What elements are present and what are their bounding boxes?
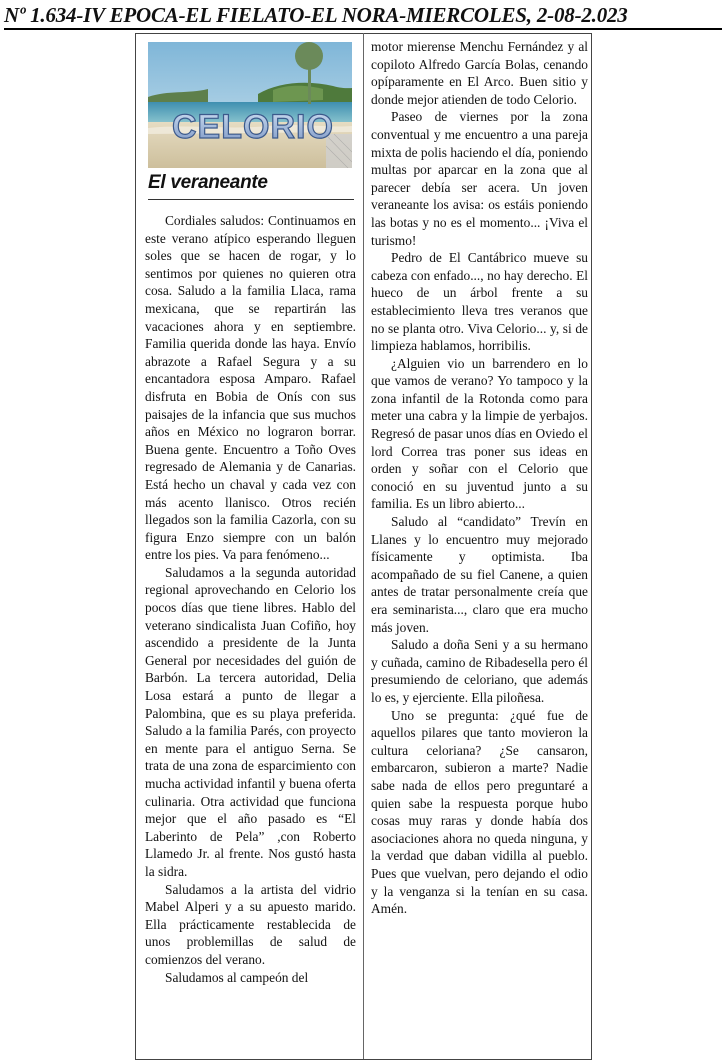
right-paragraph-1: Paseo de viernes por la zona conventual y me encuentro a una pareja mixta de polis haciendo el día, poniendo multas por aparcar en la zona que al parecer debía ser acera. Un joven veraneante los avisa: os estáis poniendo las botas y no es el momento... ¡Viva el turismo! xyxy=(371,109,588,248)
right-paragraph-4: Saludo al “candidato” Trevín en Llanes y lo encuentro muy mejorado físicamente y optimista. Iba acompañado de su fiel Canene, a quien antes de tratar personalmente creía que era seminarista..., claro que era mucho más joven. xyxy=(371,514,588,635)
page-header xyxy=(4,2,722,30)
sign-text: CELORIO xyxy=(172,108,334,146)
column-divider xyxy=(363,33,364,1059)
right-paragraph-5: Saludo a doña Seni y a su hermano y cuñada, camino de Ribadesella pero él presumiendo de celoriano, que además lo es, y ejerciente. Ella piloñesa. xyxy=(371,637,588,705)
left-paragraph-3: Saludamos a la artista del vidrio Mabel Alperi y a su apuesto marido. Ella prácticamente restablecida de unos problemillas de salud de comienzos del verano. xyxy=(145,881,356,967)
left-column xyxy=(145,212,356,986)
left-paragraph-1: Cordiales saludos: Continuamos en este verano atípico esperando lleguen soles que se hacen de rogar, y lo sentimos por quienes no quieren otra cosa. Saludo a la familia Llaca, rama mexicana, que se repartirán las vacaciones ahora y en septiembre. Familia querida donde las haya. Envío abrazote a Rafael Segura y a su encantadora esposa Amparo. Rafael disfruta en Bobia de Onís con sus paisajes de la infancia que sus muchos años en México no lograron borrar. Buena gente. Encuentro a Toño Oves regresado de Alemania y de Canarias. Está hecho un chaval y cada vez con más acento llanisco. Otros recién llegados son la familia Cazorla, con su figura Enzo siempre con un balón entre los pies. Va para fenómeno... xyxy=(145,213,356,563)
left-paragraph-4: Saludamos al campeón del xyxy=(165,969,309,985)
header-text: Nº 1.634-IV EPOCA-EL FIELATO-EL NORA-MIERCOLES, 2-08-2.023 xyxy=(4,3,628,27)
right-paragraph-2: Pedro de El Cantábrico mueve su cabeza con enfado..., no hay derecho. El hueco de un árbol frente a su establecimiento lleva tres veranos que no se planta otro. Viva Celorio... y, si de limpieza hablamos, horribilis. xyxy=(371,250,588,354)
right-continuation: motor mierense Menchu Fernández y al copiloto Alfredo García Bolas, cenando opíparamente en El Arco. Buen sitio y donde mejor atienden de todo Celorio. xyxy=(371,39,588,107)
article-headline: El veraneante xyxy=(148,172,268,193)
left-paragraph-2: Saludamos a la segunda autoridad regional aprovechando en Celorio los pocos días que tiene libres. Hablo del veterano sindicalista Juan Cofiño, hoy ascendido a presidente de la Junta General por necesidades del guión de Barbón. La tercera autoridad, Delia Losa estará a punto de llegar a Palombina, que es su playa preferida. Saludo a la familia Parés, con proyecto en mente para el antiguo Serna. Se trata de una zona de esparcimiento con mucha actividad infantil y buena oferta culinaria. Otra actividad que funciona mejor que el año pasado es “El Laberinto de Pela” ,con Roberto Llamedo Jr. al frente. Nos gustó hasta la sidra. xyxy=(145,564,356,879)
headline-rule xyxy=(148,199,354,200)
right-paragraph-6: Uno se pregunta: ¿qué fue de aquellos pilares que tanto movieron la cultura celoriana? ¿Se cansaron, embarcaron, subieron a marte? Nadie sabe nada de ellos pero preguntaré a quien sabe la respuesta porque hubo cosas muy raras y donde había dos asociaciones ahora no queda ninguna, y la verdad que daban vidilla al pueblo. Pues que vuelvan, pero dejando el odio y la venganza si la tenían en su casa. Amén. xyxy=(371,707,588,917)
beach-photo-icon xyxy=(148,42,352,168)
right-column xyxy=(371,38,588,918)
right-paragraph-3: ¿Alguien vio un barrendero en lo que vamos de verano? Yo tampoco y la zona infantil de la Rotonda como para meter una cabra y la limpie de yerbajos. Regresó de pasar unos días en Oviedo el lord Correa tras poner sus ideas en orden y soñar con el Celorio que conoció en su juventud junto a su familia. Es un libro abierto... xyxy=(371,355,588,512)
beach-photo xyxy=(148,42,352,168)
